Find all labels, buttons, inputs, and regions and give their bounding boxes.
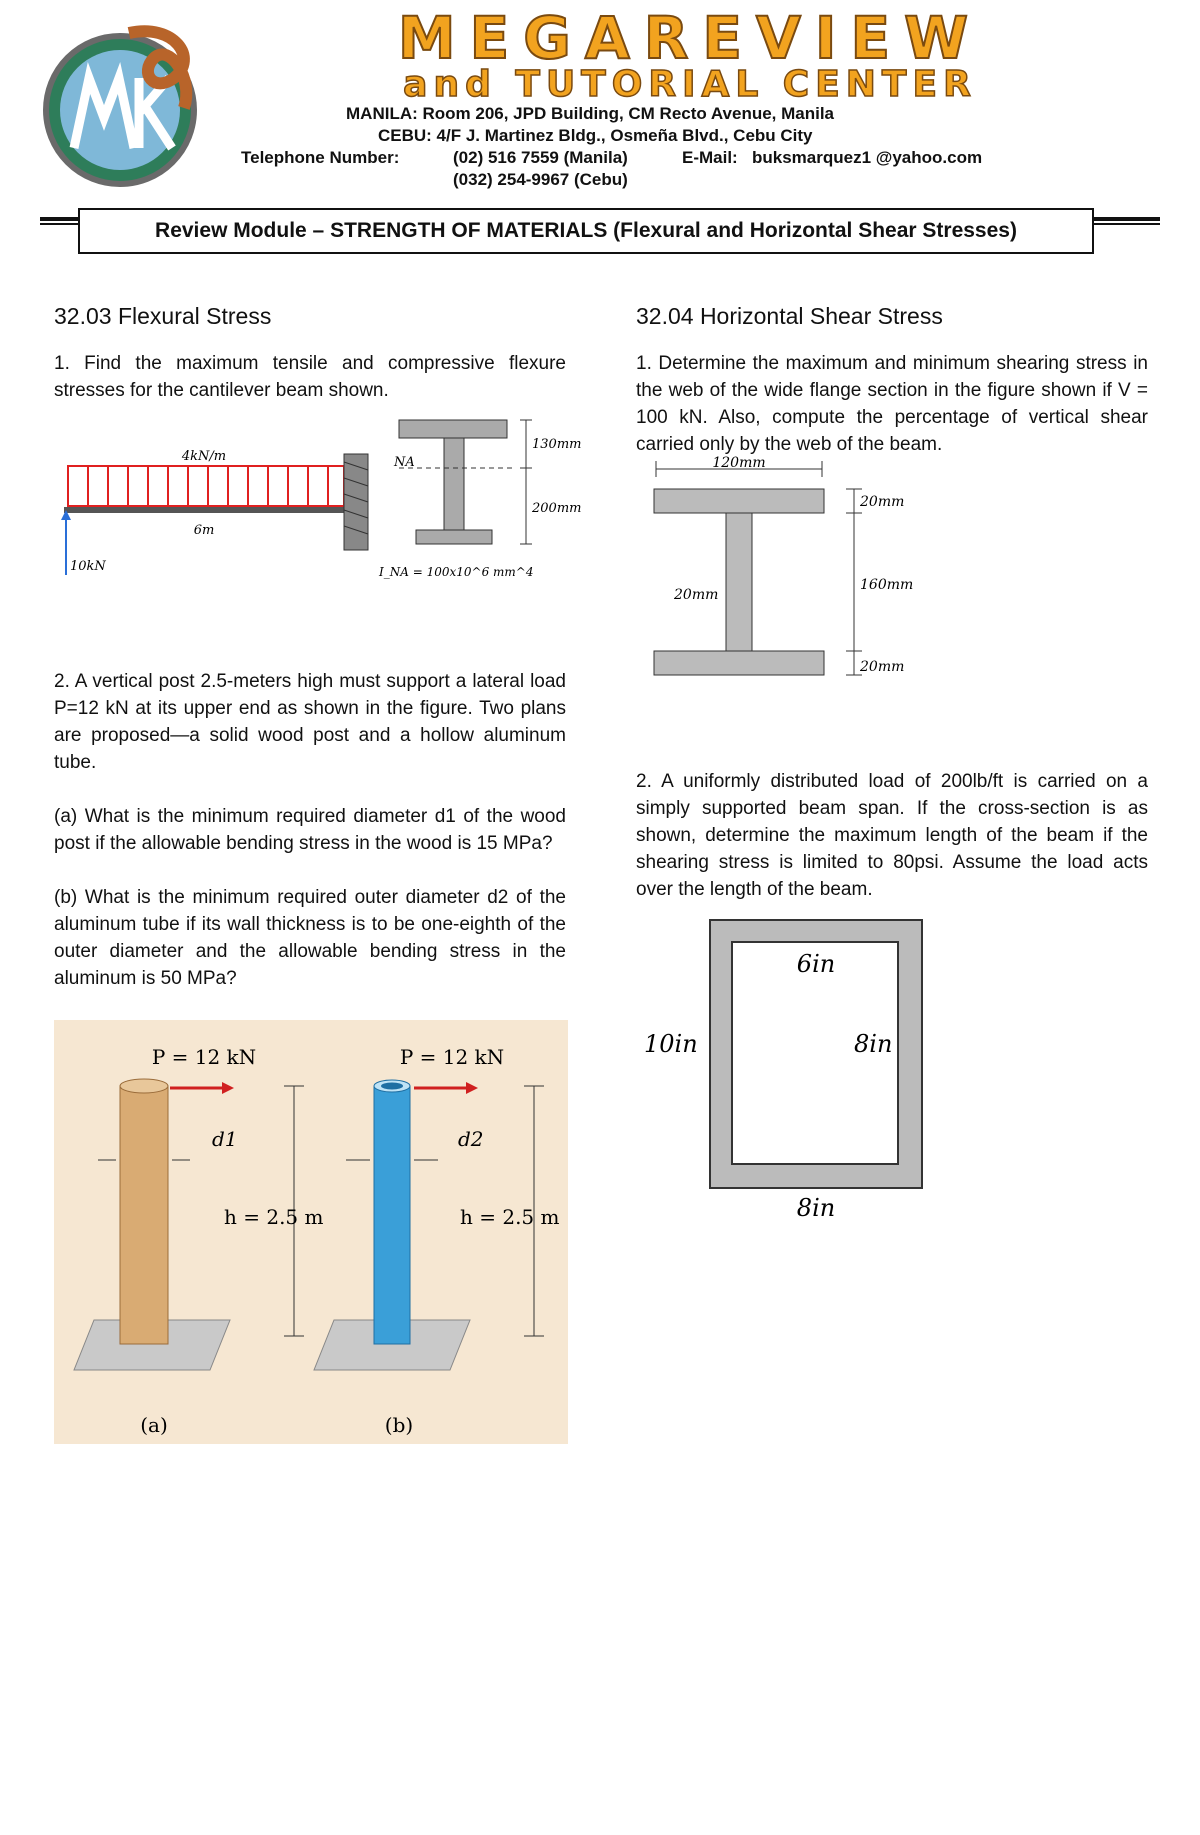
wood-post (120, 1086, 168, 1344)
bottom-flange-label: 20mm (860, 659, 905, 675)
load-label-a: P = 12 kN (151, 1045, 257, 1069)
brand-logo (210, 12, 1170, 102)
bottom-dim-label: 8in (796, 1194, 836, 1222)
section-title-flexural: 32.03 Flexural Stress (54, 303, 272, 329)
left-dim-label: 10in (644, 1030, 698, 1058)
caption-a: (a) (140, 1413, 168, 1437)
reaction-label: 10kN (70, 559, 106, 574)
caption-b: (b) (384, 1413, 414, 1437)
span-label: 6m (193, 523, 215, 538)
module-title-box (78, 208, 1094, 254)
problem-2-flexural: 2. A vertical post 2.5-meters high must support a lateral load P=12 kN at its upper end as shown in the figure. Two plans are proposed—a solid wood post and a hollow aluminum tube. (54, 671, 566, 773)
web-height-label: 160mm (860, 577, 914, 593)
wide-flange-figure (636, 455, 936, 695)
right-dim-label: 8in (854, 1030, 893, 1058)
problem-1-shear: 1. Determine the maximum and minimum shearing stress in the web of the wide flange section in the figure shown if V = 100 kN. Also, compute the percentage of vertical shear carried only by the web of the beam. (636, 353, 1148, 455)
beam (64, 507, 344, 513)
load-label: 4kN/m (181, 449, 227, 464)
aluminum-tube (374, 1086, 410, 1344)
brand-subtitle: and TUTORIAL CENTER (403, 64, 977, 102)
cantilever-beam-figure (54, 410, 594, 590)
box-section-figure (636, 912, 936, 1232)
wf-web (726, 513, 752, 651)
width-label: 120mm (712, 455, 766, 471)
bottom-dimension: 200mm (532, 501, 582, 516)
load-label-b: P = 12 kN (399, 1045, 505, 1069)
wf-top-flange (654, 489, 824, 513)
height-label-b: h = 2.5 m (460, 1205, 560, 1229)
problem-1-flexural: 1. Find the maximum tensile and compressive flexure stresses for the cantilever beam shown. (54, 353, 566, 401)
problem-2b: (b) What is the minimum required outer diameter d2 of the aluminum tube if its wall thickness is to be one-eighth of the outer diameter and the allowable bending stress in the aluminum is 50 MPa? (54, 887, 566, 989)
web-thickness-label: 20mm (674, 587, 719, 603)
i-section-top-flange (399, 420, 507, 438)
top-dimension: 130mm (532, 437, 582, 452)
section-title-shear: 32.04 Horizontal Shear Stress (636, 303, 943, 329)
neutral-axis-label: NA (394, 455, 415, 470)
brand-title: MEGAREVIEW (397, 12, 983, 72)
top-dim-label: 6in (796, 950, 836, 978)
posts-figure (54, 1020, 568, 1444)
moment-of-inertia: I_NA = 100x10^6 mm^4 (379, 565, 534, 579)
wf-bottom-flange (654, 651, 824, 675)
email-address: buksmarquez1 @yahoo.com (752, 148, 983, 167)
address-cebu: CEBU: 4/F J. Martinez Bldg., Osmeña Blvd., Cebu City (378, 126, 813, 145)
i-section-bottom-flange (416, 530, 492, 544)
email-label: E-Mail: (682, 148, 738, 167)
problem-2a: (a) What is the minimum required diameter d1 of the wood post if the allowable bending stress in the wood is 15 MPa? (54, 806, 566, 854)
diameter-label-2: d2 (458, 1127, 484, 1151)
diameter-label-1: d1 (212, 1127, 238, 1151)
module-title: Review Module – STRENGTH OF MATERIALS (Flexural and Horizontal Shear Stresses) (155, 219, 1017, 242)
height-label-a: h = 2.5 m (224, 1205, 324, 1229)
problem-2-shear: 2. A uniformly distributed load of 200lb/ft is carried on a simply supported beam span. If the cross-section is as shown, determine the maximum length of the beam if the shearing stress is limited to 80psi. Assume the load acts over the length of the beam. (636, 771, 1148, 900)
phone-manila: (02) 516 7559 (Manila) (453, 148, 628, 167)
distributed-load (68, 466, 344, 506)
top-flange-label: 20mm (860, 494, 905, 510)
logo-emblem (34, 18, 212, 190)
address-manila: MANILA: Room 206, JPD Building, CM Recto Avenue, Manila (346, 104, 835, 123)
phone-label: Telephone Number: (241, 148, 400, 167)
phone-cebu: (032) 254-9967 (Cebu) (453, 170, 628, 189)
i-section-web (444, 438, 464, 530)
